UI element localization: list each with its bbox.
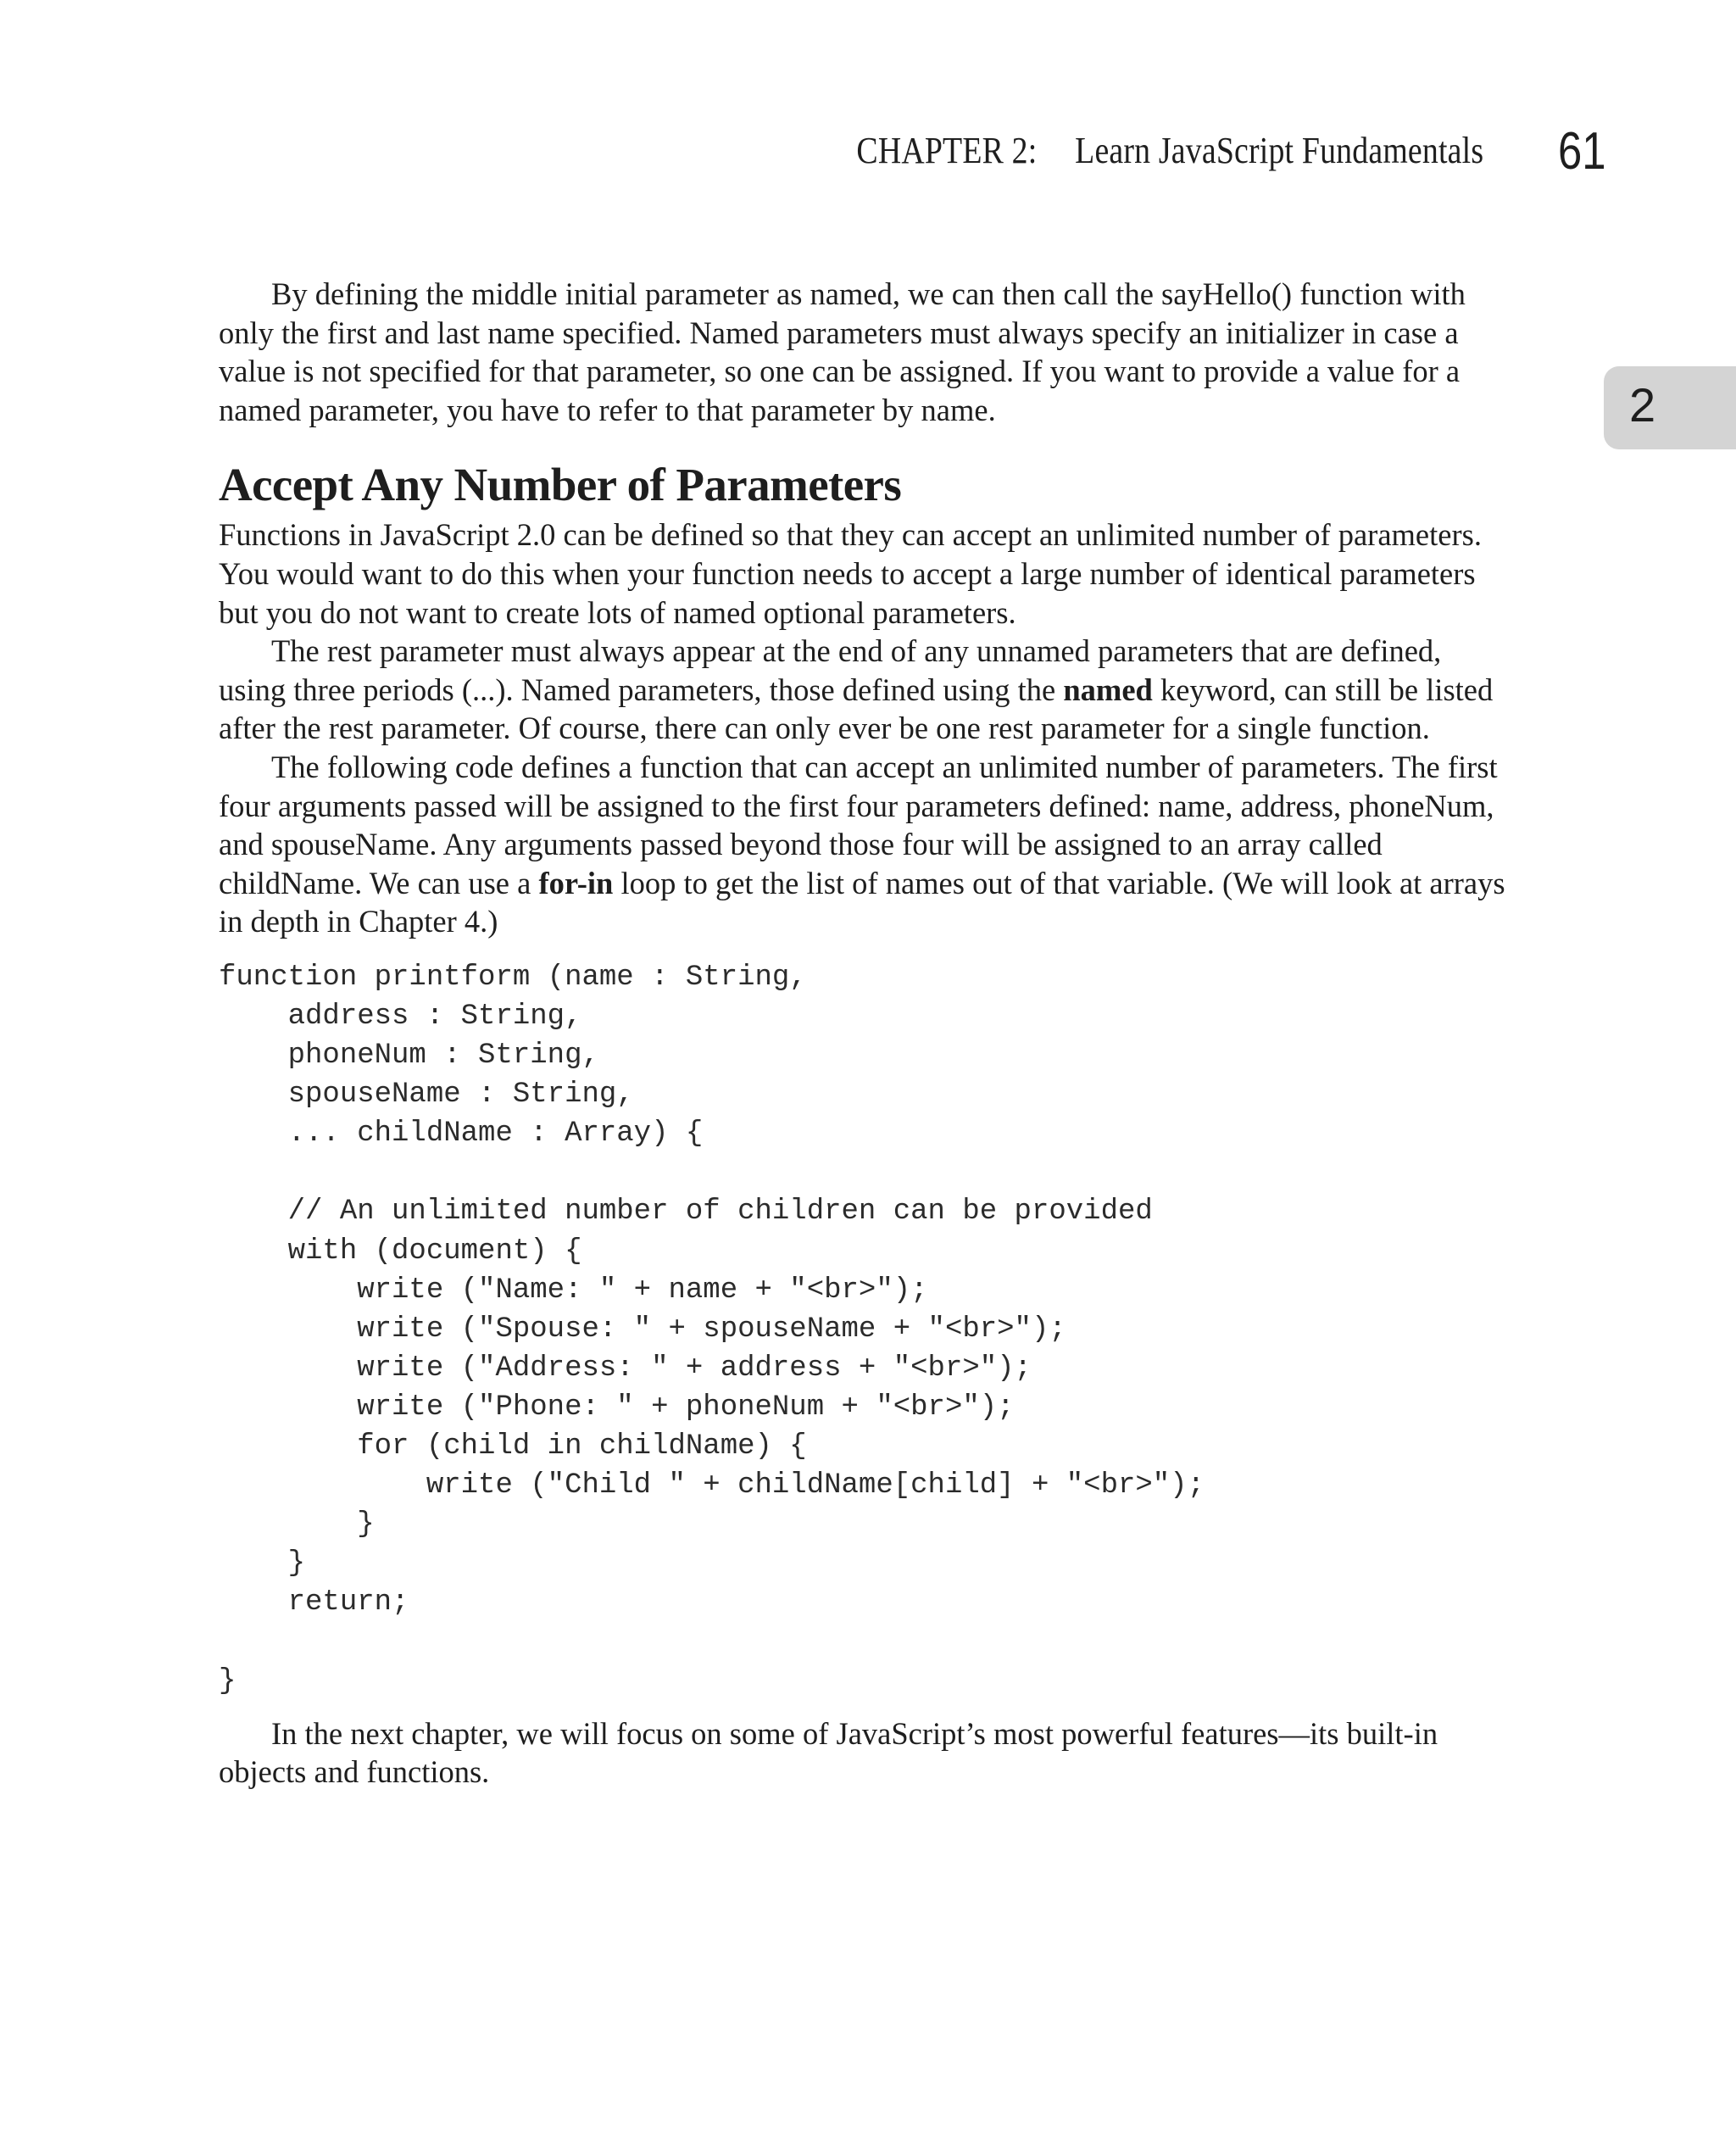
paragraph-rest-parameter [219, 632, 1507, 748]
intro-paragraph: By defining the middle initial parameter as named, we can then call the sayHello() function with only the first and last name specified. Named parameters must always specify an initializer in case a value is not specified for that parameter, so one can be assigned. If you want to provide a value for a named parameter, you have to refer to that parameter by name. [219, 276, 1466, 427]
page-body [219, 275, 1507, 1792]
closing-paragraph: In the next chapter, we will focus on some of JavaScript’s most powerful features—its built-in objects and functions. [219, 1715, 1438, 1790]
thumb-tab-number: 2 [1629, 378, 1656, 432]
paragraph-code-intro [219, 748, 1507, 941]
text-span: The rest parameter must always appear at the end of any unnamed parameters that are defined, using three periods (...). Named parameters, those defined using the [219, 633, 1442, 707]
text-span: keyword, can still be listed after the rest parameter. Of course, there can only ever be one rest parameter for a single function. [219, 672, 1494, 746]
section-heading: Accept Any Number of Parameters [219, 459, 902, 511]
keyword-for-in: for-in [538, 865, 614, 900]
chapter-thumb-tab [1604, 366, 1736, 449]
running-head [856, 129, 1483, 172]
page-number: 61 [1558, 122, 1606, 181]
paragraph-unlimited-params: Functions in JavaScript 2.0 can be defined so that they can accept an unlimited number of parameters. You would want to do this when your function needs to accept a large number of identical parameters but you do not want to create lots of named optional parameters. [219, 517, 1482, 630]
chapter-title: Learn JavaScript Fundamentals [1074, 130, 1483, 171]
text-span: loop to get the list of names out of that variable. (We will look at arrays in depth in Chapter 4.) [219, 865, 1505, 939]
chapter-label: CHAPTER 2: [856, 130, 1038, 171]
keyword-named: named [1063, 672, 1153, 707]
text-span: The following code defines a function that can accept an unlimited number of parameters. The first four arguments passed will be assigned to the first four parameters defined: name, address, phoneNum, and spouseName. Any arguments passed beyond those four will be assigned to an array called childName. We can use a [219, 749, 1498, 900]
code-listing: function printform (name : String, address : String, phoneNum : String, spouseName : String, ... childName : Array) { // An unlimited number of children can be provided with (document) { write ("Name: " + name + "<br>"); write ("Spouse: " + spouseName + "<br>"); write ("Address: " + address + "<br>"); write ("Phone: " + phoneNum + "<br>"); for (child in childName) { write ("Child " + childName[child] + "<br>"); } } return; } [219, 961, 1205, 1697]
